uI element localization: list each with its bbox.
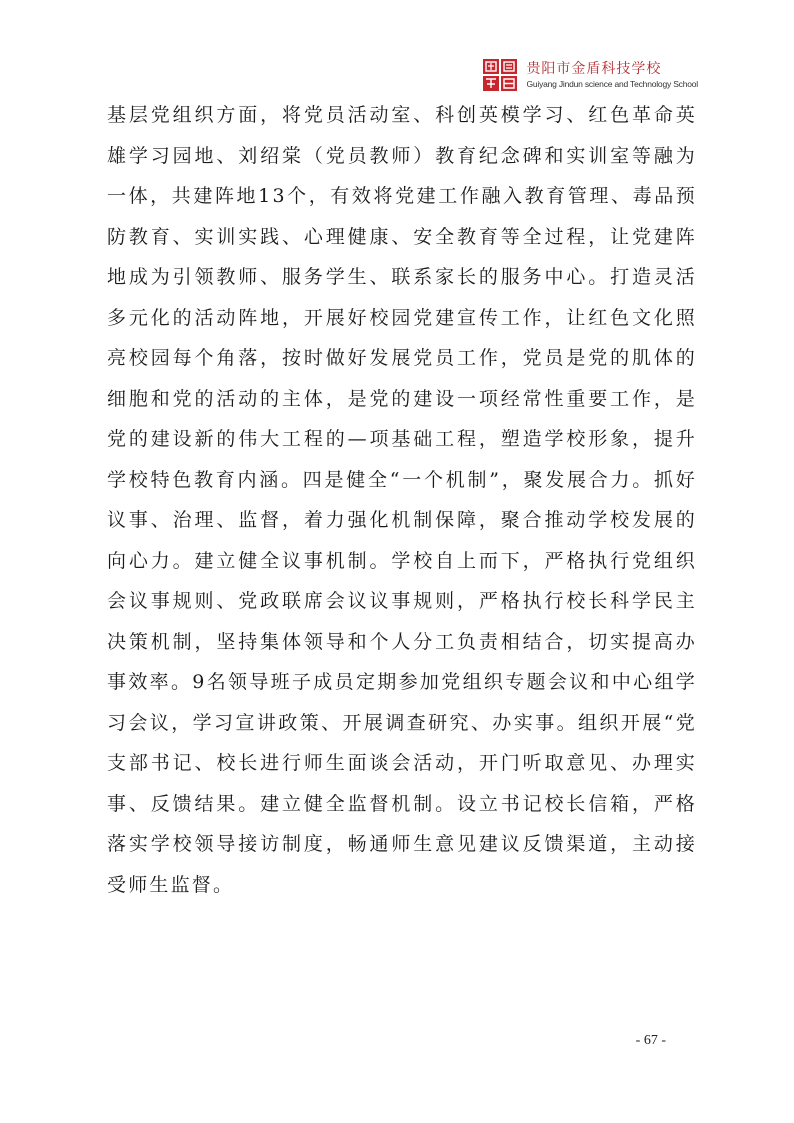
school-seal-icon	[482, 58, 518, 92]
page-number: - 67 -	[635, 1033, 666, 1048]
school-name	[526, 60, 698, 90]
document-header	[482, 58, 698, 92]
school-name-cn: 贵阳市金盾科技学校	[526, 61, 662, 77]
body-paragraph: 基层党组织方面，将党员活动室、科创英模学习、红色革命英雄学习园地、刘绍棠（党员教师）教育纪念碑和实训室等融为一体，共建阵地13个，有效将党建工作融入教育管理、毒品预防教育、实训实践、心理健康、安全教育等全过程，让党建阵地成为引领教师、服务学生、联系家长的服务中心。打造灵活多元化的活动阵地，开展好校园党建宣传工作，让红色文化照亮校园每个角落，按时做好发展党员工作，党员是党的肌体的细胞和党的活动的主体，是党的建设一项经常性重要工作，是党的建设新的伟大工程的—项基础工程，塑造学校形象，提升学校特色教育内涵。四是健全“一个机制”，聚发展合力。抓好议事、治理、监督，着力强化机制保障，聚合推动学校发展的向心力。建立健全议事机制。学校自上而下，严格执行党组织会议事规则、党政联席会议议事规则，严格执行校长科学民主决策机制，坚持集体领导和个人分工负责相结合，切实提高办事效率。9名领导班子成员定期参加党组织专题会议和中心组学习会议，学习宣讲政策、开展调查研究、办实事。组织开展“党支部书记、校长进行师生面谈会活动，开门听取意见、办理实事、反馈结果。建立健全监督机制。设立书记校长信箱，严格落实学校领导接访制度，畅通师生意见建议反馈渠道，主动接受师生监督。	[107, 104, 697, 896]
school-name-en: Guiyang Jindun science and Technology School	[526, 79, 698, 89]
